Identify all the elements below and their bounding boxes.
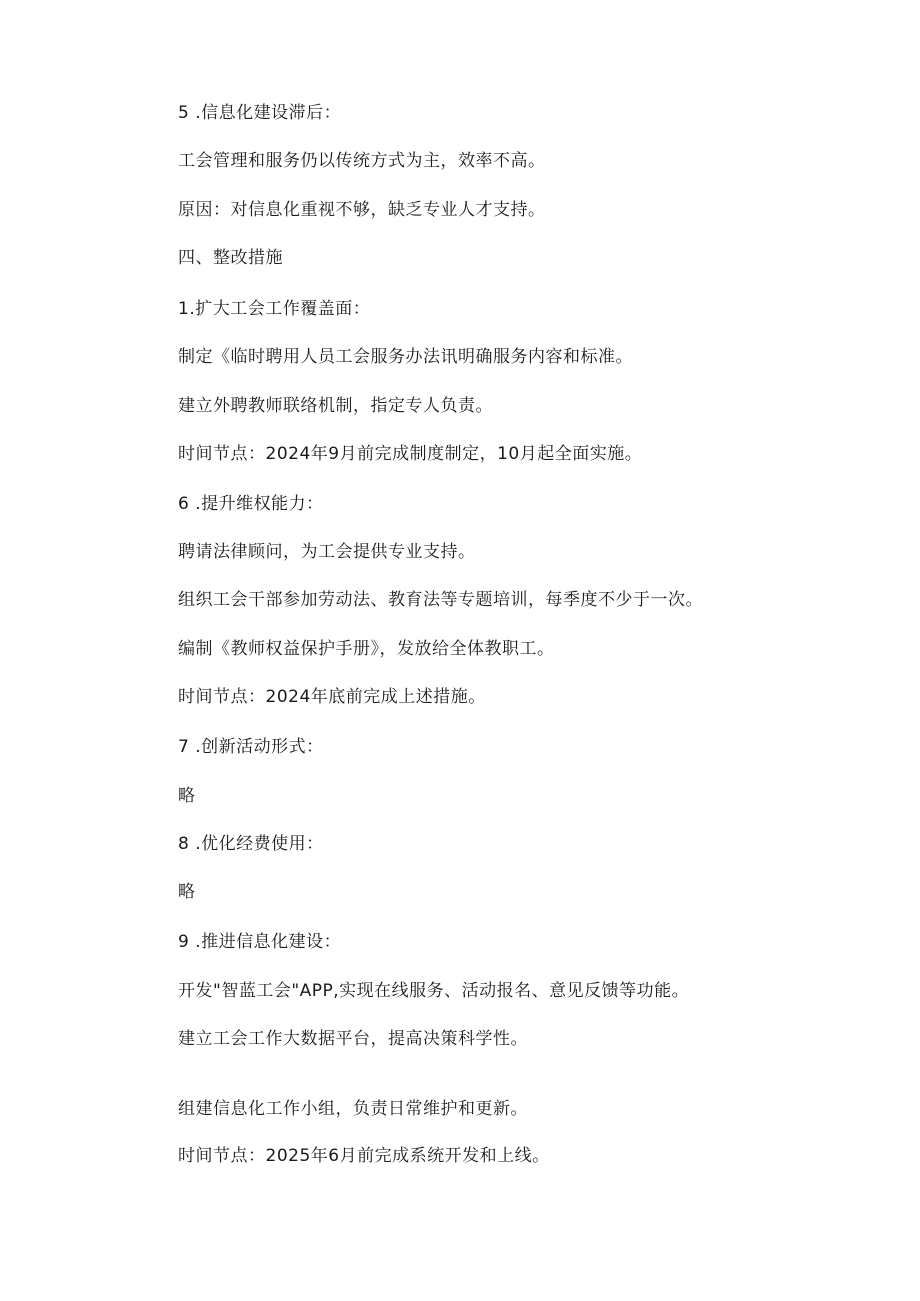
paragraph: 组织工会干部参加劳动法、教育法等专题培训，每季度不少于一次。 xyxy=(178,590,703,610)
timeline-note: 时间节点：2024年底前完成上述措施。 xyxy=(178,687,486,707)
paragraph: 原因：对信息化重视不够，缺乏专业人才支持。 xyxy=(178,200,546,220)
section-heading-7: 7 .创新活动形式： xyxy=(178,737,324,757)
timeline-note: 时间节点：2024年9月前完成制度制定，10月起全面实施。 xyxy=(178,444,643,464)
paragraph: 工会管理和服务仍以传统方式为主，效率不高。 xyxy=(178,151,546,171)
timeline-note: 时间节点：2025年6月前完成系统开发和上线。 xyxy=(178,1146,550,1166)
paragraph: 略 xyxy=(178,882,196,902)
paragraph: 建立外聘教师联络机制，指定专人负责。 xyxy=(178,396,493,416)
paragraph: 开发"智蓝工会"APP,实现在线服务、活动报名、意见反馈等功能。 xyxy=(178,981,690,1001)
paragraph: 聘请法律顾问，为工会提供专业支持。 xyxy=(178,542,476,562)
section-heading-6: 6 .提升维权能力： xyxy=(178,494,324,514)
paragraph: 编制《教师权益保护手册》，发放给全体教职工。 xyxy=(178,639,555,659)
chapter-heading: 四、整改措施 xyxy=(178,248,283,268)
paragraph: 组建信息化工作小组，负责日常维护和更新。 xyxy=(178,1099,528,1119)
section-heading-9: 9 .推进信息化建设： xyxy=(178,932,342,952)
section-heading-8: 8 .优化经费使用： xyxy=(178,834,324,854)
paragraph: 略 xyxy=(178,786,196,806)
section-heading-1: 1.扩大工会工作覆盖面： xyxy=(178,299,371,319)
paragraph: 建立工会工作大数据平台，提高决策科学性。 xyxy=(178,1029,528,1049)
paragraph: 制定《临时聘用人员工会服务办法讯明确服务内容和标准。 xyxy=(178,347,633,367)
section-heading-5: 5 .信息化建设滞后： xyxy=(178,103,342,123)
